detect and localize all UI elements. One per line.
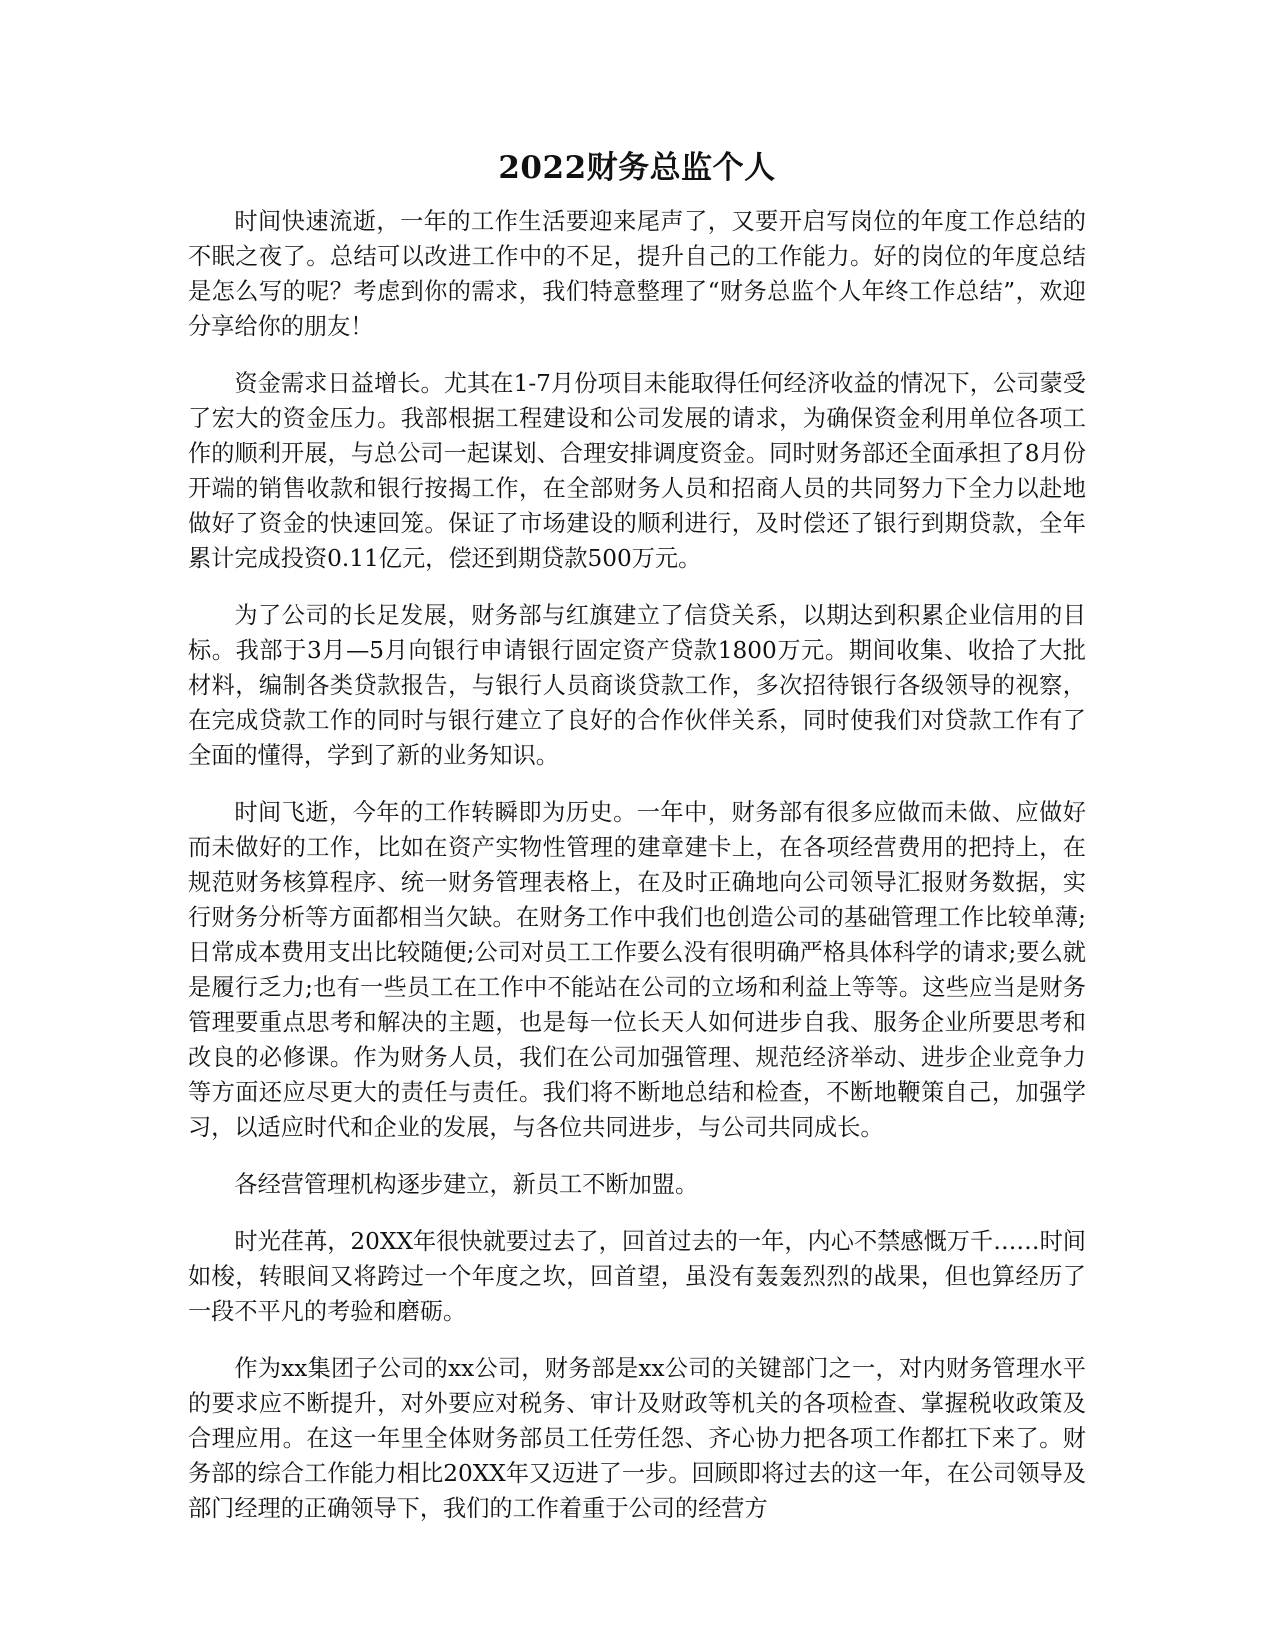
document-title: 2022财务总监个人 [498,150,776,186]
paragraph-review: 时光荏苒，20XX年很快就要过去了，回首过去的一年，内心不禁感慨万千……时间如梭，转眼间又将跨过一个年度之坎，回首望，虽没有轰轰烈烈的战果，但也算经历了一段不平凡的考验和磨砺。 [188,1228,1086,1325]
paragraph-funding: 资金需求日益增长。尤其在1-7月份项目未能取得任何经济收益的情况下，公司蒙受了宏大的资金压力。我部根据工程建设和公司发展的请求，为确保资金利用单位各项工作的顺利开展，与总公司一起谋划、合理安排调度资金。同时财务部还全面承担了8月份开端的销售收款和银行按揭工作，在全部财务人员和招商人员的共同努力下全力以赴地做好了资金的快速回笼。保证了市场建设的顺利进行，及时偿还了银行到期贷款，全年累计完成投资0.11亿元，偿还到期贷款500万元。 [188,370,1086,572]
document-page [188,148,1086,1548]
paragraph-shortcomings: 时间飞逝，今年的工作转瞬即为历史。一年中，财务部有很多应做而未做、应做好而未做好的工作，比如在资产实物性管理的建章建卡上，在各项经营费用的把持上，在规范财务核算程序、统一财务管理表格上，在及时正确地向公司领导汇报财务数据，实行财务分析等方面都相当欠缺。在财务工作中我们也创造公司的基础管理工作比较单薄;日常成本费用支出比较随便;公司对员工工作要么没有很明确严格具体科学的请求;要么就是履行乏力;也有一些员工在工作中不能站在公司的立场和利益上等等。这些应当是财务管理要重点思考和解决的主题，也是每一位长天人如何进步自我、服务企业所要思考和改良的必修课。作为财务人员，我们在公司加强管理、规范经济举动、进步企业竞争力等方面还应尽更大的责任与责任。我们将不断地总结和检查，不断地鞭策自己，加强学习，以适应时代和企业的发展，与各位共同进步，与公司共同成长。 [188,799,1086,1141]
paragraph-organization: 各经营管理机构逐步建立，新员工不断加盟。 [234,1171,699,1198]
paragraph-intro: 时间快速流逝，一年的工作生活要迎来尾声了，又要开启写岗位的年度工作总结的不眠之夜了。总结可以改进工作中的不足，提升自己的工作能力。好的岗位的年度总结是怎么写的呢？考虑到你的需求，我们特意整理了“财务总监个人年终工作总结”，欢迎分享给你的朋友！ [188,208,1086,340]
paragraph-credit: 为了公司的长足发展，财务部与红旗建立了信贷关系，以期达到积累企业信用的目标。我部于3月—5月向银行申请银行固定资产贷款1800万元。期间收集、收拾了大批材料，编制各类贷款报告，与银行人员商谈贷款工作，多次招待银行各级领导的视察，在完成贷款工作的同时与银行建立了良好的合作伙伴关系，同时使我们对贷款工作有了全面的懂得，学到了新的业务知识。 [188,602,1086,769]
paragraph-department: 作为xx集团子公司的xx公司，财务部是xx公司的关键部门之一，对内财务管理水平的要求应不断提升，对外要应对税务、审计及财政等机关的各项检查、掌握税收政策及合理应用。在这一年里全体财务部员工任劳任怨、齐心协力把各项工作都扛下来了。财务部的综合工作能力相比20XX年又迈进了一步。回顾即将过去的这一年，在公司领导及部门经理的正确领导下，我们的工作着重于公司的经营方 [188,1355,1086,1522]
